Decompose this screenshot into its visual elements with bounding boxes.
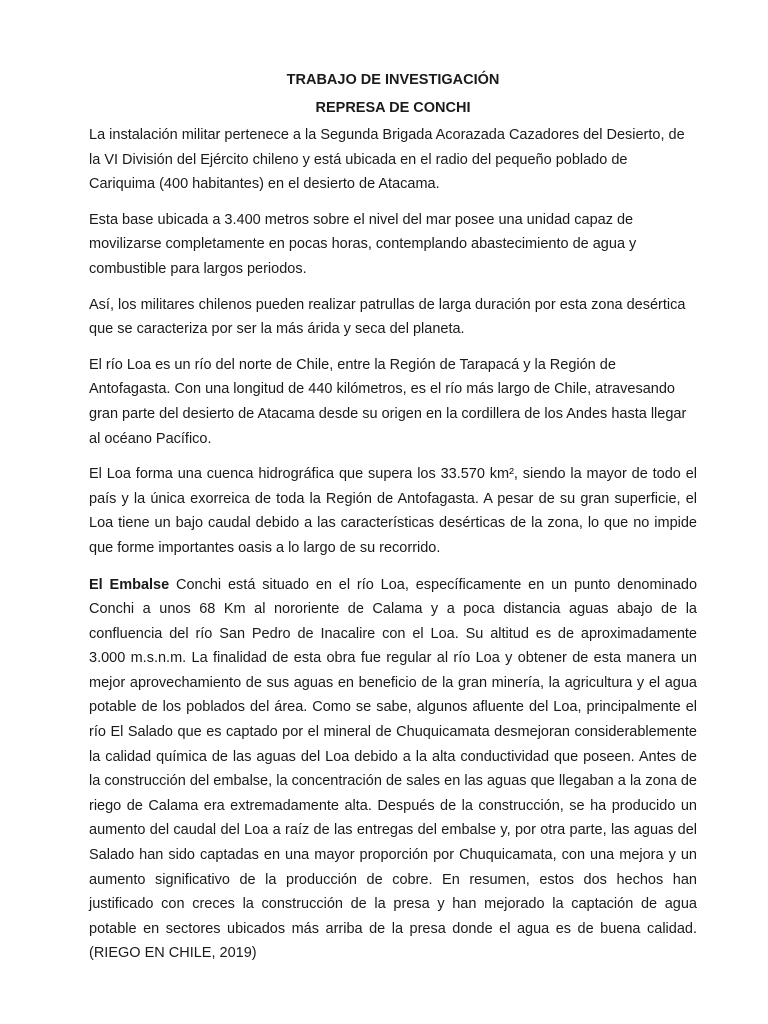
document-title: TRABAJO DE INVESTIGACIÓN <box>286 72 500 88</box>
paragraph-conchi-reservoir <box>89 573 697 967</box>
paragraph-altitude: Esta base ubicada a 3.400 metros sobre el nivel del mar posee una unidad capaz de movilizarse completamente en pocas horas, contemplando abastecimiento de agua y combustible para largos periodos. <box>89 211 637 277</box>
paragraph-patrols: Así, los militares chilenos pueden realizar patrullas de larga duración por esta zona desértica que se caracteriza por ser la más árida y seca del planeta. <box>89 296 686 338</box>
paragraph-loa-river: El río Loa es un río del norte de Chile, entre la Región de Tarapacá y la Región de Antofagasta. Con una longitud de 440 kilómetros, es el río más largo de Chile, atravesando gran parte del desierto de Atacama desde su origen en la cordillera de los Andes hasta llegar al océano Pacífico. <box>89 356 687 447</box>
paragraph-lead-term: El Embalse <box>89 576 170 593</box>
document-content <box>89 70 697 966</box>
paragraph-military-base: La instalación militar pertenece a la Segunda Brigada Acorazada Cazadores del Desierto, de la VI División del Ejército chileno y está ubicada en el radio del pequeño poblado de Cariquima (400 habitantes) en el desierto de Atacama. <box>89 127 685 193</box>
document-subtitle: REPRESA DE CONCHI <box>315 100 471 116</box>
document-body <box>89 123 697 966</box>
paragraph-conchi-text: Conchi está situado en el río Loa, específicamente en un punto denominado Conchi a unos 68 Km al nororiente de Calama y a poca distancia aguas abajo de la confluencia del río San Pedro de Inacalire con el Loa. Su altitud es de aproximadamente 3.000 m.s.n.m. La finalidad de esta obra fue regular al río Loa y obtener de esta manera un mejor aprovechamiento de sus aguas en beneficio de la gran minería, la agricultura y el agua potable de los poblados del área. Como se sabe, algunos afluente del Loa, principalmente el río El Salado que es captado por el mineral de Chuquicamata desmejoran considerablemente la calidad química de las aguas del Loa debido a la alta conductividad que poseen. Antes de la construcción del embalse, la concentración de sales en las aguas que llegaban a la zona de riego de Calama era extremadamente alta. Después de la construcción, se ha producido un aumento del caudal del Loa a raíz de las entregas del embalse y, por otra parte, las aguas del Salado han sido captadas en una mayor proporción por Chuquicamata, con una mejora y un aumento significativo de la producción de cobre. En resumen, estos dos hechos han justificado con creces la construcción de la presa y han mejorado la captación de agua potable en sectores ubicados más arriba de la presa donde el agua es de buena calidad.(RIEGO EN CHILE, 2019) <box>89 576 698 962</box>
paragraph-loa-basin: El Loa forma una cuenca hidrográfica que supera los 33.570 km², siendo la mayor de todo el país y la única exorreica de toda la Región de Antofagasta. A pesar de su gran superficie, el Loa tiene un bajo caudal debido a las características desérticas de la zona, lo que no impide que forme importantes oasis a lo largo de su recorrido. <box>89 466 697 556</box>
